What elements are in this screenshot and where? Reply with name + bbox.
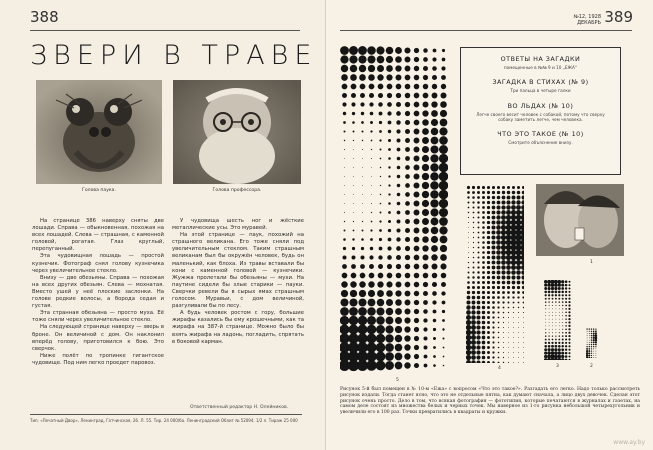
issue-month: ДЕКАБРЬ (577, 20, 601, 26)
label-5: 5 (396, 378, 399, 383)
answers-box (460, 47, 621, 175)
print-info: Тип. «Печатный Двор», Ленинград, Гатчинская, 26. Л. 55. Тир. 24 000/ба. Ленинградский Облит № 52094. 1/2 л. Тираж 25 000 (30, 418, 298, 423)
section-ice-title: ВО ЛЬДАХ (№ 10) (507, 102, 574, 110)
halftone-image-2 (586, 328, 598, 358)
halftone-image-4 (466, 185, 524, 363)
paragraph: Внизу — две обезьяны. Справа — похожая на всех других обезьян. Слева — мохнатая. Вместо ушей у неё плоские заслонки. На голове редкие волосы, а борода седая и густая. (32, 274, 164, 310)
label-1: 1 (590, 260, 593, 265)
answers-heading: ОТВЕТЫ НА ЗАГАДКИ (500, 55, 581, 63)
section-verse-title: ЗАГАДКА В СТИХАХ (№ 9) (492, 78, 589, 86)
watermark: www.ay.by (613, 439, 645, 446)
spider-head-photo (36, 80, 162, 184)
answers-subheading: помещенные в №№ 9 и 10 „ЕЖА“ (503, 65, 578, 70)
text-column-1 (32, 218, 164, 367)
girls-photo-1 (536, 184, 624, 256)
header-rule (30, 30, 300, 31)
page-number-right: 389 (604, 8, 633, 26)
section-verse-text: Три пальца в четыре галки (510, 88, 571, 93)
paragraph: На странице 386 наверху сняты две лошади. Справа — обыкновенная, похожая на всех лошадей. Слева — страшная, с каменной головой, рогатая. Глаз круглый, перепуганный. (32, 218, 164, 253)
page-title: ЗВЕРИ В ТРАВЕ (30, 40, 318, 71)
page-number-left: 388 (30, 8, 59, 26)
paragraph: Эта чудовищная лошадь — простой кузнечик. Фотограф снял голову кузнечика через увеличительное стекло. (32, 253, 164, 274)
section-ice-text: Легче своего весит человек с собакой, потому что сверху собаку заметить легче, чем человека. (476, 112, 605, 122)
halftone-image-3 (544, 280, 572, 360)
section-what-title: ЧТО ЭТО ТАКОЕ (№ 10) (497, 130, 584, 138)
photo1-caption: Голова паука. (82, 188, 116, 193)
paragraph: Ниже полёт по тропинке гигантское чудовище. Под ним легко проедет паровоз. (32, 352, 164, 366)
header-rule-right (340, 30, 632, 31)
paragraph: На следующей странице наверху — зверь в броне. Он величиной с дом. Он наклонил вперёд голову, приготовился к бою. Это сверчок. (32, 324, 164, 352)
issue-number: №12, 1928 (573, 14, 601, 20)
halftone-strip-5 (340, 46, 448, 374)
text-column-2 (172, 218, 304, 346)
footer-rule (30, 414, 302, 415)
paragraph: У чудовища шесть ног и жёсткие металлические усы. Это муравей. (172, 218, 304, 232)
label-2: 2 (590, 364, 593, 369)
figure-caption: Рисунок 5-й был помещен в № 10-м «Ежа» с вопросом «Что это такое?». Разгадать его легко. Надо только рассмотреть рисунок издали. Тогда станет ясно, что это не отдельные пятна, как думают сначала, а лицо двух девочек. Сделан этот рисунок очень просто. Дело в том, что всякая фотография — фототипия, которые печатаются в журналах и газетах, на самом деле состоят из множества белых и черных точек. Мы наверное из 1-го рисунка небольшой четырехугольник и увеличили его в 100 раз. Точки превратились в квадраты и кружки. (340, 387, 640, 416)
label-3: 3 (556, 364, 559, 369)
right-page (326, 0, 653, 450)
issue-date (574, 14, 601, 26)
paragraph: Эта странная обезьяна — просто муха. Её тоже сняли через увеличительное стекло. (32, 310, 164, 324)
paragraph: На этой странице — паук, похожий на страшного великана. Его тоже сняли под увеличительным стеклом. Таким страшным великанам был бы окружён человек, будь он маленький, как блоха. Из травы вставали бы кони с каменной головой — кузнечики. Жужжа пролетали бы обезьяны — мухи. На паутине сидели бы злые старики — пауки. Сверчки ревели бы в сырых ямах страшным голосом. Муравьи, с дом величиной, разгуливали бы по лесу. (172, 232, 304, 310)
paragraph: А будь человек ростом с гору, большие жирафы казались бы ему крошечными, как та жирафа на 387-й странице. Можно было бы взять жирафа на ладонь, погладить, спрятать в боковой карман. (172, 310, 304, 345)
professor-photo (173, 80, 301, 184)
editor-credit: Ответственный редактор Н. Олейников. (190, 405, 289, 410)
label-4: 4 (498, 366, 501, 371)
left-page (0, 0, 326, 450)
photo2-caption: Голова профессора. (212, 188, 262, 193)
section-what-text: Смотрите объяснение внизу. (508, 140, 573, 145)
